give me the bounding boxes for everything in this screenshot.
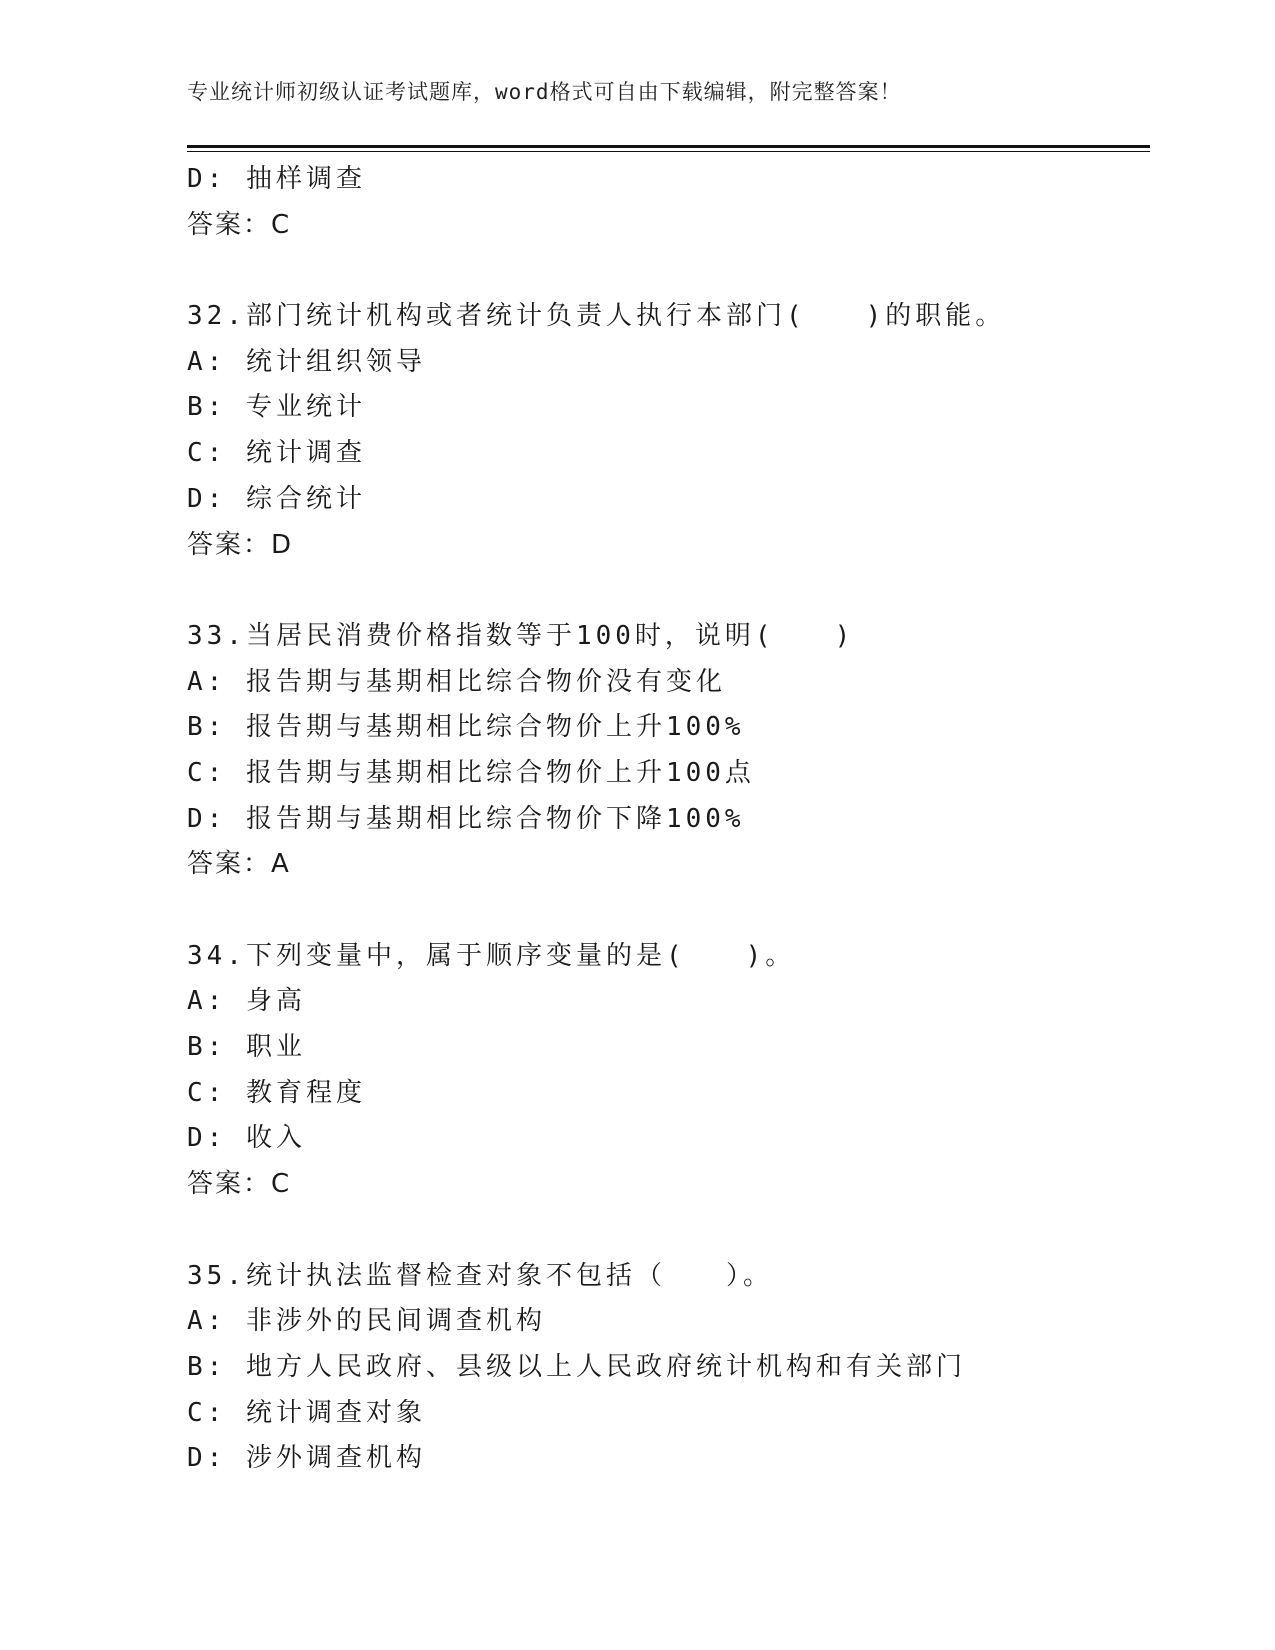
answer: 答案：A — [187, 849, 291, 880]
option-b: B: 职业 — [187, 1032, 306, 1063]
option-c: C: 教育程度 — [187, 1077, 366, 1108]
question-34 — [187, 934, 1150, 1208]
question-33 — [187, 614, 1150, 888]
question-32 — [187, 294, 1150, 568]
header-divider — [187, 145, 1150, 148]
question-stem: 32.部门统计机构或者统计负责人执行本部门( )的职能。 — [187, 301, 1006, 332]
answer: 答案：C — [187, 1169, 292, 1200]
option-a: A: 非涉外的民间调查机构 — [187, 1306, 546, 1337]
question-stem: 33.当居民消费价格指数等于100时，说明( ) — [187, 620, 855, 651]
option-a: A: 身高 — [187, 986, 306, 1017]
option-d: D: 报告期与基期相比综合物价下降100% — [187, 803, 745, 834]
option-d: D: 抽样调查 — [187, 164, 366, 194]
question-stem: 34.下列变量中，属于顺序变量的是( )。 — [187, 940, 796, 971]
option-c: C: 统计调查对象 — [187, 1397, 426, 1428]
answer: 答案：C — [187, 209, 292, 240]
option-d: D: 涉外调查机构 — [187, 1443, 426, 1474]
question-content — [187, 157, 1150, 1482]
option-a: A: 报告期与基期相比综合物价没有变化 — [187, 666, 726, 697]
question-stem: 35.统计执法监督检查对象不包括（ ）。 — [187, 1260, 773, 1291]
option-b: B: 地方人民政府、县级以上人民政府统计机构和有关部门 — [187, 1351, 966, 1382]
option-b: B: 专业统计 — [187, 392, 366, 423]
option-b: B: 报告期与基期相比综合物价上升100% — [187, 712, 745, 743]
page-header: 专业统计师初级认证考试题库，word格式可自由下载编辑，附完整答案！ — [187, 80, 902, 104]
option-a: A: 统计组织领导 — [187, 346, 426, 377]
option-c: C: 报告期与基期相比综合物价上升100点 — [187, 757, 755, 788]
header-divider-thin — [187, 151, 1150, 152]
option-c: C: 统计调查 — [187, 438, 366, 469]
question-35 — [187, 1254, 1150, 1482]
option-d: D: 收入 — [187, 1123, 306, 1154]
answer: 答案：D — [187, 529, 294, 560]
option-d: D: 综合统计 — [187, 483, 366, 514]
